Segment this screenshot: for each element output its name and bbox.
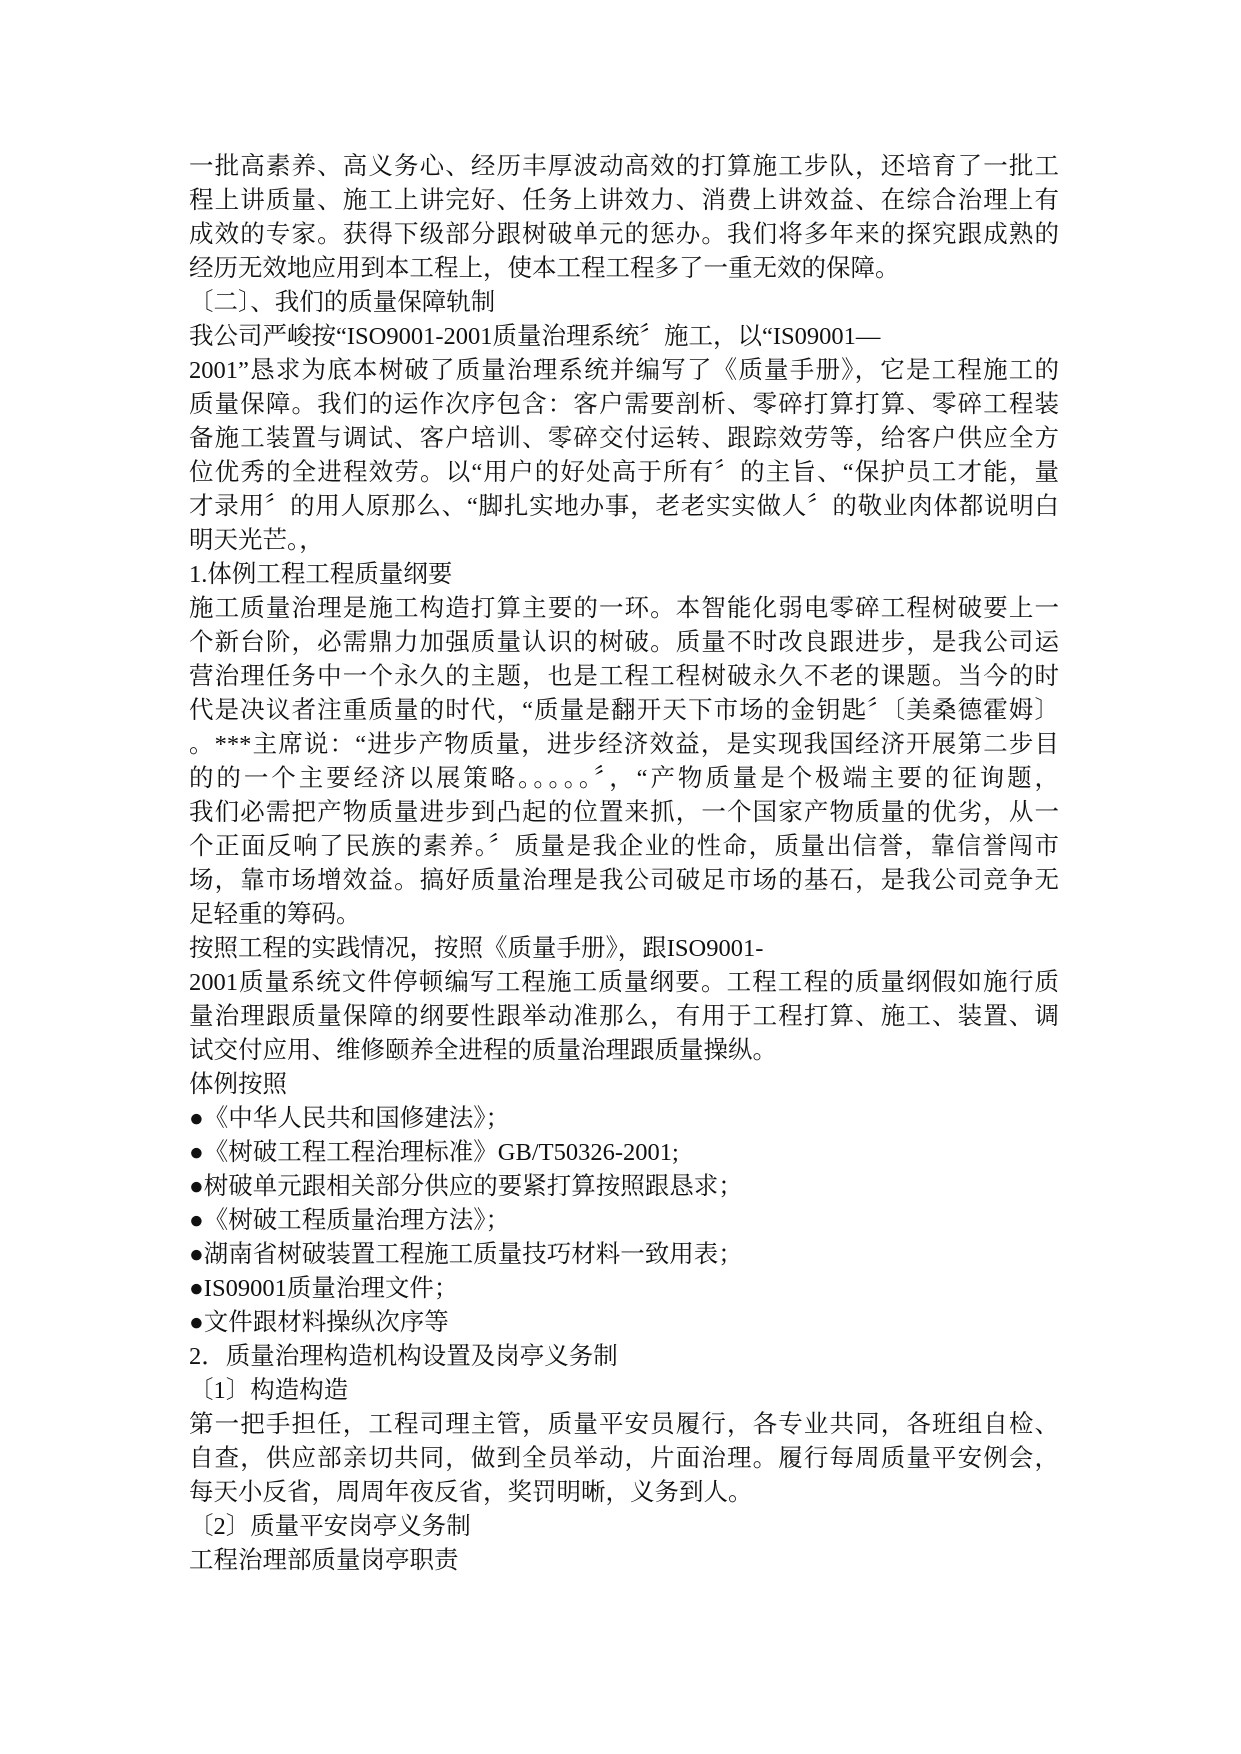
document-body <box>189 150 1059 1578</box>
text-line: ●湖南省树破装置工程施工质量技巧材料一致用表； <box>189 1241 743 1268</box>
text-line: 2001”恳求为底本树破了质量治理系统并编写了《质量手册》，它是工程施工的 <box>189 357 1059 384</box>
text-line: ●《树破工程工程治理标准》GB/T50326-2001; <box>189 1139 679 1166</box>
text-line: 场，靠市场增效益。搞好质量治理是我公司破足市场的基石，是我公司竞争无 <box>189 867 1059 894</box>
text-line: 〔2〕质量平安岗亭义务制 <box>189 1513 471 1540</box>
text-line: 才录用〞的用人原那么、“脚扎实地办事，老老实实做人〞的敬业肉体都说明白 <box>189 493 1059 520</box>
text-line: 备施工装置与调试、客户培训、零碎交付运转、跟踪效劳等，给客户供应全方 <box>189 425 1059 452</box>
text-line: 。***主席说：“进步产物质量，进步经济效益，是实现我国经济开展第二步目 <box>189 731 1059 758</box>
text-line: 代是决议者注重质量的时代，“质量是翻开天下市场的金钥匙〞〔美桑德霍姆〕 <box>189 697 1059 724</box>
text-line: 〔二〕、我们的质量保障轨制 <box>189 289 496 316</box>
text-line: 成效的专家。获得下级部分跟树破单元的惩办。我们将多年来的探究跟成熟的 <box>189 221 1059 248</box>
text-line: 明天光芒。， <box>189 527 324 554</box>
text-line: 的的一个主要经济以展策略。。。。。〞，“产物质量是个极端主要的征询题， <box>189 765 1059 792</box>
text-line: 足轻重的筹码。 <box>189 901 361 928</box>
text-line: 营治理任务中一个永久的主题，也是工程工程树破永久不老的课题。当今的时 <box>189 663 1059 690</box>
text-line: 1.体例工程工程质量纲要 <box>189 561 453 588</box>
text-line: 第一把手担任，工程司理主管，质量平安员履行，各专业共同，各班组自检、 <box>189 1411 1059 1438</box>
text-line: 体例按照 <box>189 1071 287 1098</box>
text-line: 2001质量系统文件停顿编写工程施工质量纲要。工程工程的质量纲假如施行质 <box>189 969 1059 996</box>
text-line: 按照工程的实践情况，按照《质量手册》，跟ISO9001- <box>189 935 764 962</box>
text-line: 试交付应用、维修颐养全进程的质量治理跟质量操纵。 <box>189 1037 777 1064</box>
text-line: 自查，供应部亲切共同，做到全员举动，片面治理。履行每周质量平安例会， <box>189 1445 1059 1472</box>
text-line: 位优秀的全进程效劳。以“用户的好处高于所有〞的主旨、“保护员工才能，量 <box>189 459 1059 486</box>
text-line: 工程治理部质量岗亭职责 <box>189 1547 459 1574</box>
text-line: 我们必需把产物质量进步到凸起的位置来抓，一个国家产物质量的优劣，从一 <box>189 799 1059 826</box>
text-line: 量治理跟质量保障的纲要性跟举动准那么，有用于工程打算、施工、装置、调 <box>189 1003 1059 1030</box>
text-line: ●IS09001质量治理文件； <box>189 1275 459 1302</box>
text-line: 质量保障。我们的运作次序包含：客户需要剖析、零碎打算打算、零碎工程装 <box>189 391 1059 418</box>
text-line: ●树破单元跟相关部分供应的要紧打算按照跟恳求； <box>189 1173 743 1200</box>
text-line: ●《中华人民共和国修建法》； <box>189 1105 511 1132</box>
text-line: 经历无效地应用到本工程上，使本工程工程多了一重无效的保障。 <box>189 255 900 282</box>
text-line: 一批高素养、高义务心、经历丰厚波动高效的打算施工步队，还培育了一批工 <box>189 153 1059 180</box>
text-line: ●文件跟材料操纵次序等 <box>189 1309 449 1336</box>
text-line: 我公司严峻按“ISO9001-2001质量治理系统〞施工，以“IS09001— <box>189 323 881 350</box>
text-line: 〔1〕构造构造 <box>189 1377 349 1404</box>
text-line: 每天小反省，周周年夜反省，奖罚明晰，义务到人。 <box>189 1479 753 1506</box>
text-line: 施工质量治理是施工构造打算主要的一环。本智能化弱电零碎工程树破要上一 <box>189 595 1059 622</box>
text-line: 个正面反响了民族的素养。〞质量是我企业的性命，质量出信誉，靠信誉闯市 <box>189 833 1059 860</box>
text-line: 个新台阶，必需鼎力加强质量认识的树破。质量不时改良跟进步，是我公司运 <box>189 629 1059 656</box>
text-line: ●《树破工程质量治理方法》； <box>189 1207 511 1234</box>
text-line: 2．质量治理构造机构设置及岗亭义务制 <box>189 1343 618 1370</box>
text-line: 程上讲质量、施工上讲完好、任务上讲效力、消费上讲效益、在综合治理上有 <box>189 187 1059 214</box>
